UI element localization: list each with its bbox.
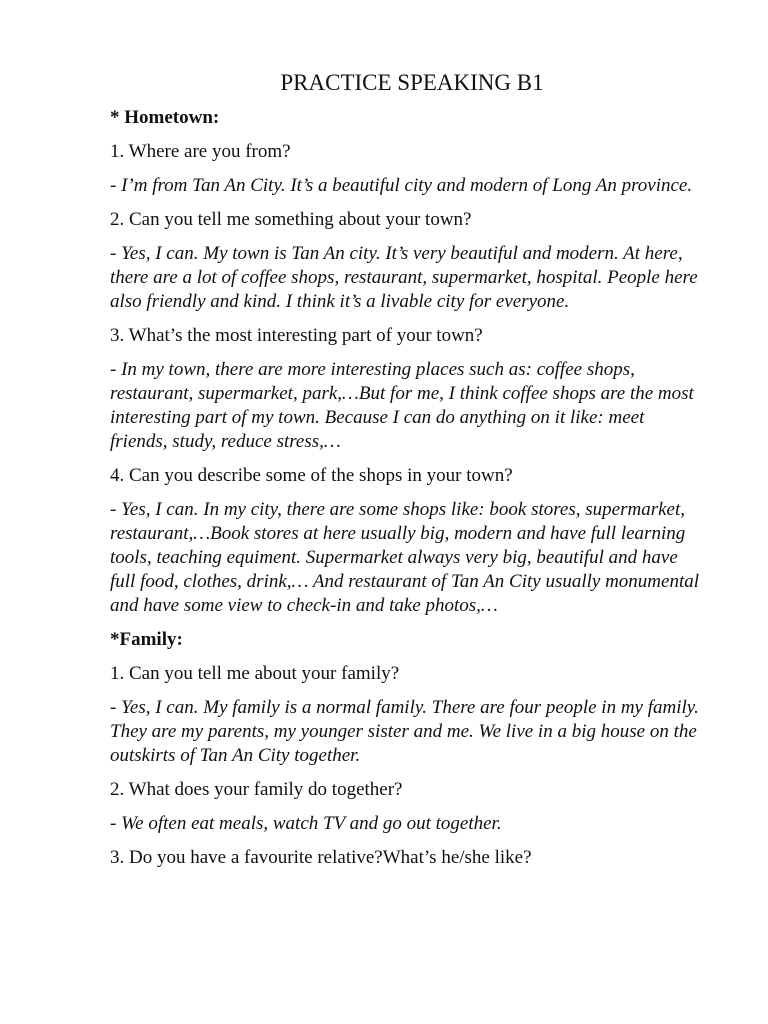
question-hometown-3: 3. What’s the most interesting part of your town? (110, 325, 483, 346)
section-heading-hometown: * Hometown: (110, 107, 220, 128)
question-family-1: 1. Can you tell me about your family? (110, 663, 400, 684)
question-hometown-4: 4. Can you describe some of the shops in your town? (110, 465, 513, 486)
answer-hometown-2: - Yes, I can. My town is Tan An city. It’s very beautiful and modern. At here, there are a lot of coffee shops, restaurant, supermarket, hospital. People here also friendly and kind. I think it’s a livable city for everyone. (110, 243, 698, 312)
question-hometown-1: 1. Where are you from? (110, 141, 291, 162)
answer-family-1: - Yes, I can. My family is a normal family. There are four people in my family. They are my parents, my younger sister and me. We live in a big house on the outskirts of Tan An City together. (110, 697, 699, 766)
answer-family-2: - We often eat meals, watch TV and go out together. (110, 813, 502, 834)
document-page (110, 68, 700, 880)
question-family-3: 3. Do you have a favourite relative?What’s he/she like? (110, 847, 532, 868)
question-hometown-2: 2. Can you tell me something about your town? (110, 209, 472, 230)
answer-hometown-1: - I’m from Tan An City. It’s a beautiful city and modern of Long An province. (110, 175, 693, 196)
page-title: PRACTICE SPEAKING B1 (280, 70, 544, 95)
section-heading-family: *Family: (110, 629, 183, 650)
answer-hometown-4: - Yes, I can. In my city, there are some shops like: book stores, supermarket, restaurant,…Book stores at here usually big, modern and have full learning tools, teaching equiment. Supermarket always very big, beautiful and have full food, clothes, drink,… And restaurant of Tan An City usually monumental and have some view to check-in and take photos,… (110, 499, 700, 616)
question-family-2: 2. What does your family do together? (110, 779, 403, 800)
answer-hometown-3: - In my town, there are more interesting places such as: coffee shops, restaurant, supermarket, park,…But for me, I think coffee shops are the most interesting part of my town. Because I can do anything on it like: meet friends, study, reduce stress,… (110, 359, 694, 452)
